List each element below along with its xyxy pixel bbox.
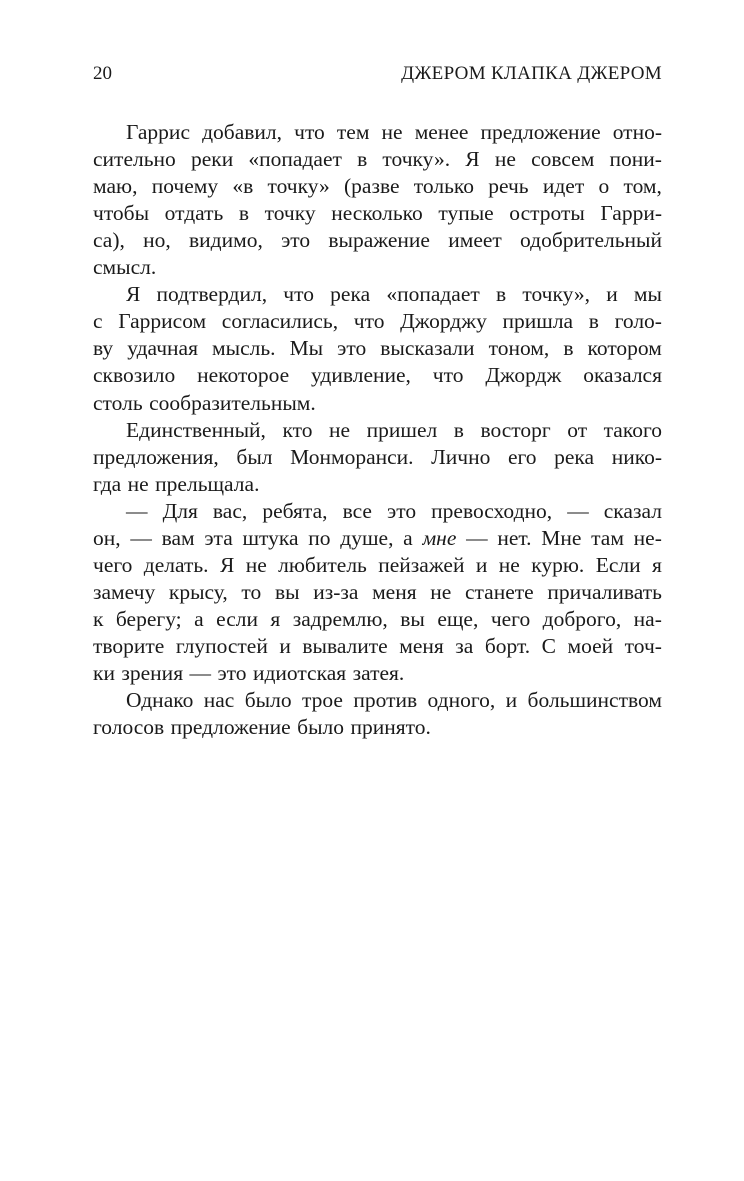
- text-line: сквозило некоторое удивление, что Джордж оказался: [93, 363, 662, 388]
- text-line: сительно реки «попадает в точку». Я не совсем пони-: [93, 147, 662, 172]
- text-line: столь сообразительным.: [93, 390, 316, 415]
- text-line: — Для вас, ребята, все это превосходно, — сказал: [126, 498, 662, 523]
- text-line: голосов предложение было принято.: [93, 715, 431, 740]
- text-line: Единственный, кто не пришел в восторг от такого: [126, 417, 662, 442]
- text-line: Однако нас было трое против одного, и большинством: [126, 688, 662, 713]
- text-line: са), но, видимо, это выражение имеет одобрительный: [93, 228, 662, 253]
- text-line: Гаррис добавил, что тем не менее предложение отно-: [126, 120, 662, 144]
- text-line: ки зрения — это идиотская затея.: [93, 661, 405, 685]
- running-title: ДЖЕРОМ КЛАПКА ДЖЕРОМ: [401, 63, 662, 84]
- text-line: смысл.: [93, 255, 157, 280]
- text-line: чего делать. Я не любитель пейзажей и не курю. Если я: [93, 552, 662, 577]
- text-line: творите глупостей и вывалите меня за борт. С моей точ-: [93, 633, 662, 658]
- text-line: Я подтвердил, что река «попадает в точку», и мы: [126, 282, 662, 307]
- text-line: он, — вам эта штука по душе, а мне — нет. Мне там не-: [93, 525, 662, 550]
- text-line: маю, почему «в точку» (разве только речь идет о том,: [93, 174, 662, 199]
- text-line: к берегу; а если я задремлю, вы еще, чего доброго, на-: [93, 606, 662, 631]
- page-number: 20: [93, 63, 112, 84]
- text-line: с Гаррисом согласились, что Джорджу пришла в голо-: [93, 309, 662, 334]
- text-line: гда не прельщала.: [93, 471, 260, 496]
- text-line: ву удачная мысль. Мы это высказали тоном, в котором: [93, 336, 662, 361]
- text-line: замечу крысу, то вы из-за меня не станете причаливать: [93, 579, 662, 604]
- text-line: предложения, был Монморанси. Лично его река нико-: [93, 444, 662, 469]
- running-head: [93, 62, 662, 86]
- text-line: чтобы отдать в точку несколько тупые остроты Гарри-: [93, 201, 662, 226]
